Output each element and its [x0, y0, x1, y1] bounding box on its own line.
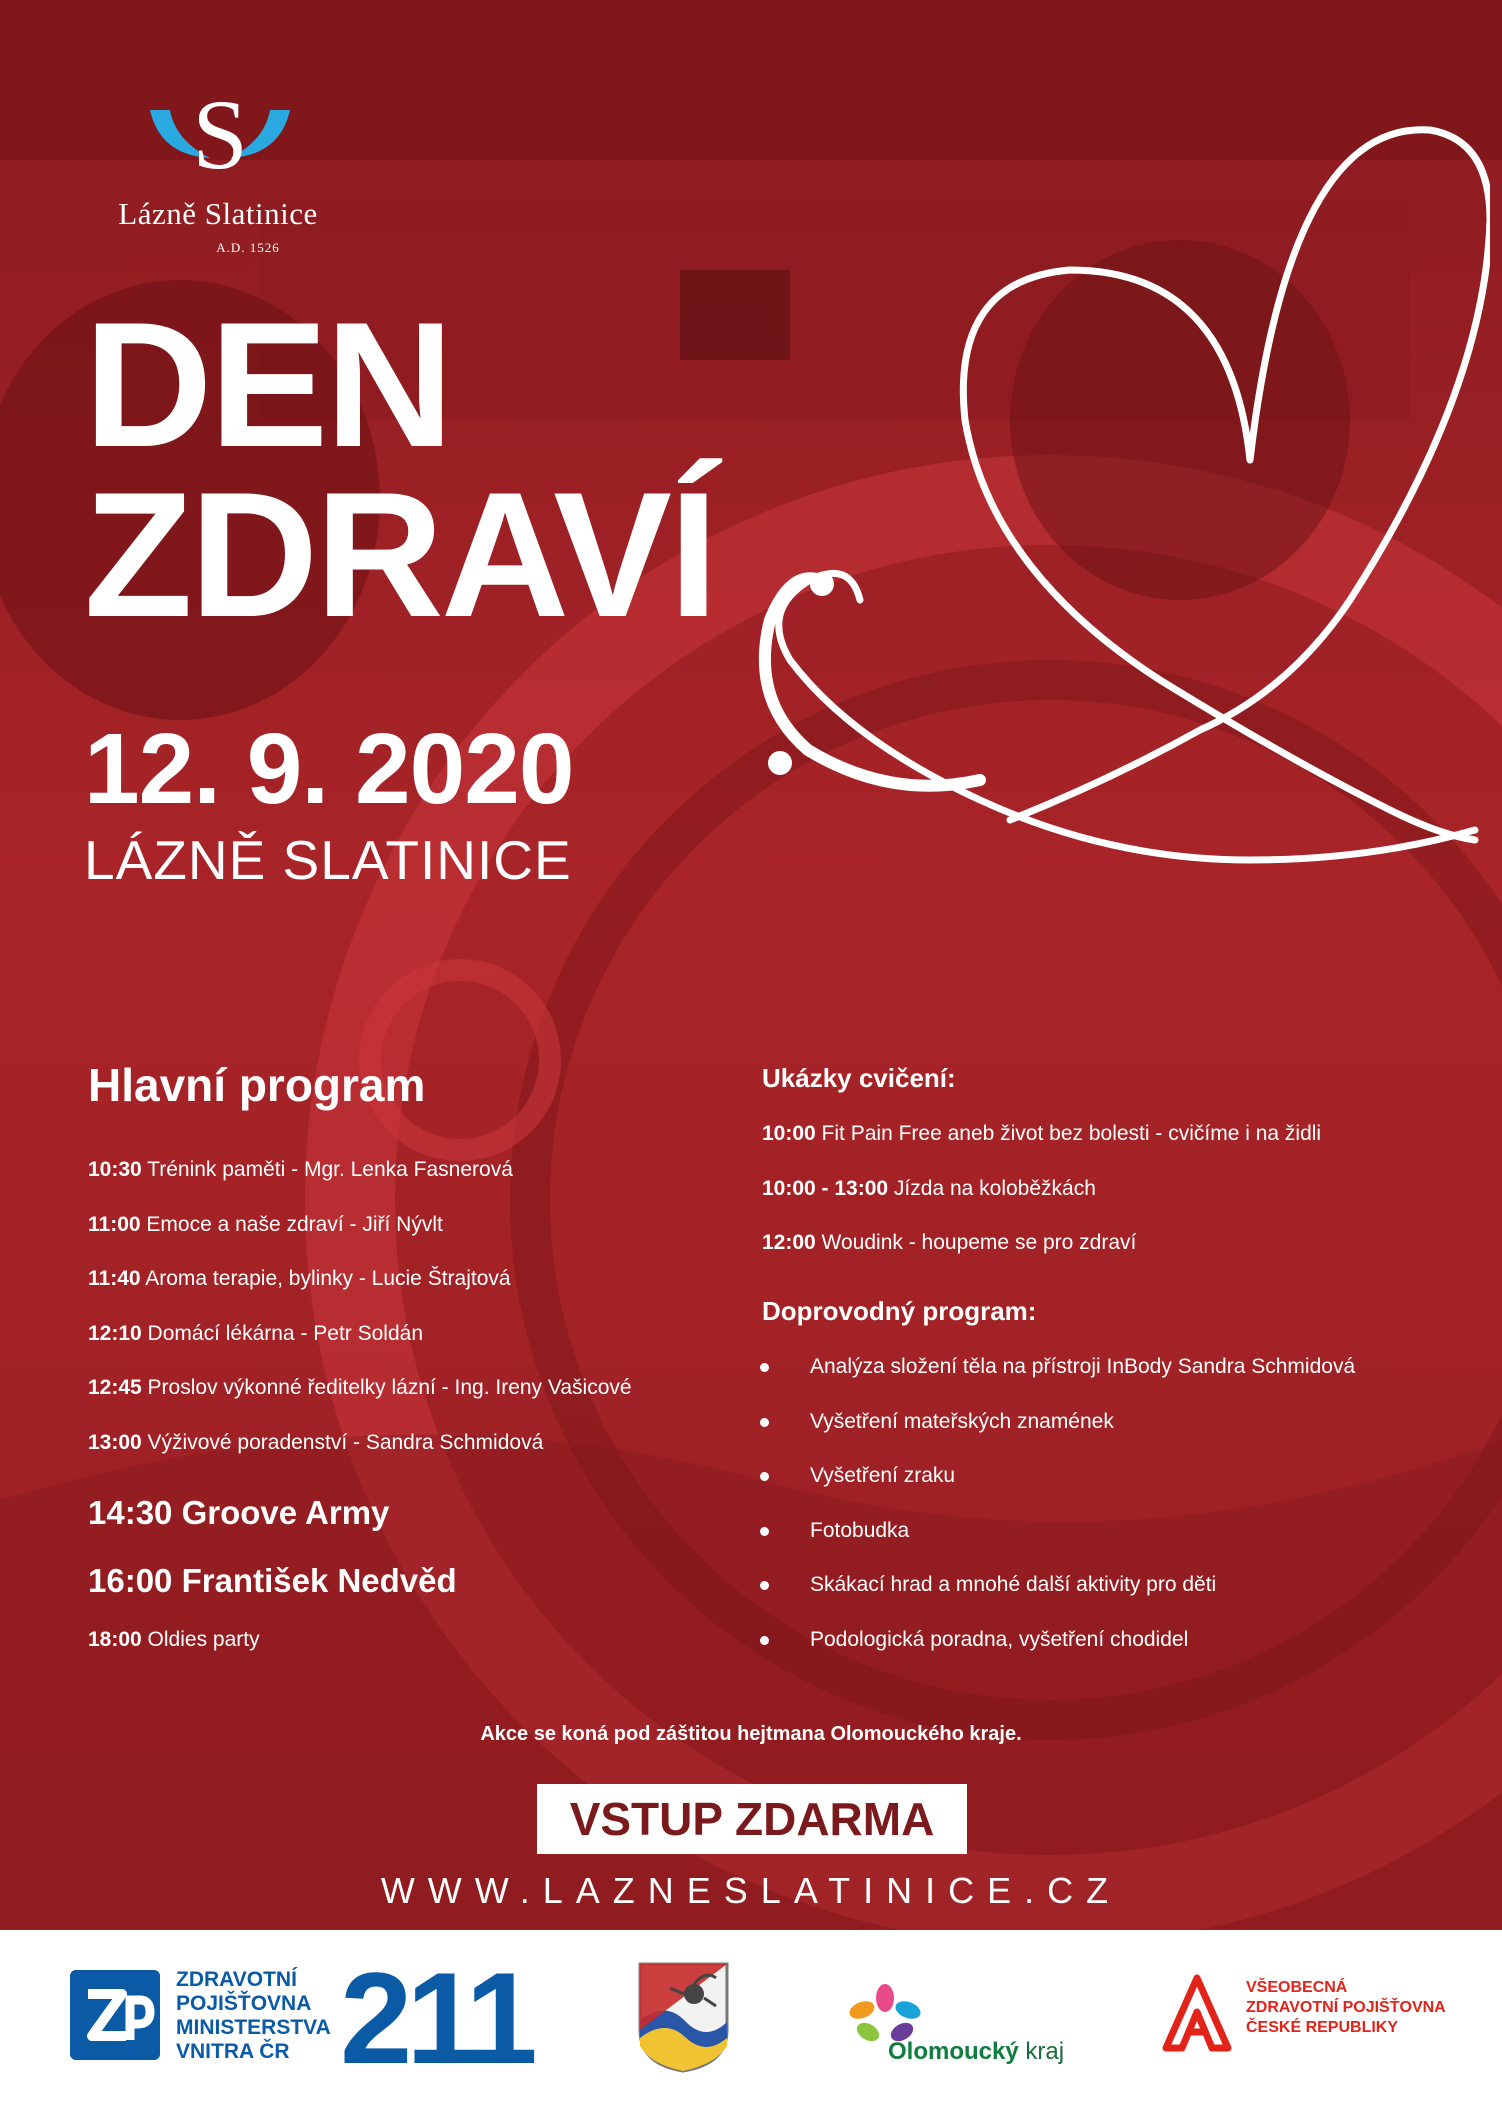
- side-program-text: Skákací hrad a mnohé další aktivity pro děti: [810, 1573, 1217, 1596]
- side-program-item: [760, 1519, 1460, 1574]
- lazne-slatinice-logo: [140, 80, 300, 180]
- vzp-logo-icon: [1162, 1974, 1232, 2052]
- exercise-text: Woudink - houpeme se pro zdraví: [815, 1231, 1137, 1254]
- program-time: 13:00: [88, 1430, 142, 1454]
- side-program-item: [760, 1410, 1460, 1465]
- event-date: 12. 9. 2020: [84, 713, 574, 825]
- program-time: 11:00: [88, 1212, 141, 1236]
- program-time: 18:00: [88, 1628, 142, 1651]
- event-venue: LÁZNĚ SLATINICE: [84, 829, 572, 891]
- bullet-icon: [760, 1363, 769, 1372]
- title-line-1: DEN: [84, 285, 451, 484]
- side-program-item: [760, 1628, 1460, 1683]
- slatinice-crest-icon: [636, 1960, 731, 2075]
- side-program-list: [760, 1355, 1460, 1682]
- program-item: [88, 1158, 728, 1213]
- program-text: Trénink paměti - Mgr. Lenka Fasnerová: [141, 1158, 513, 1181]
- patronage-note: Akce se koná pod záštitou hejtmana Olomouckého kraje.: [480, 1723, 1022, 1745]
- exercise-item: [762, 1122, 1462, 1177]
- website-link[interactable]: WWW.LAZNESLATINICE.CZ: [380, 1870, 1122, 1911]
- bullet-icon: [760, 1527, 769, 1536]
- program-text: Domácí lékárna - Petr Soldán: [141, 1321, 424, 1345]
- highlight-frantisek-nedved: 16:00 František Nedvěd: [88, 1562, 457, 1599]
- program-item: [88, 1376, 728, 1431]
- vzp-line: ZDRAVOTNÍ POJIŠŤOVNA: [1246, 1999, 1446, 2016]
- side-program-text: Fotobudka: [810, 1518, 910, 1542]
- zp-line: POJIŠŤOVNA: [176, 1992, 312, 2015]
- program-item: [88, 1267, 728, 1322]
- exercise-text: Fit Pain Free aneb život bez bolesti - cvičíme i na židli: [815, 1122, 1322, 1145]
- side-program-text: Vyšetření mateřských znamének: [810, 1409, 1114, 1433]
- zp-mv-code: 211: [340, 1945, 532, 2091]
- exercises-heading: Ukázky cvičení:: [762, 1063, 956, 1093]
- free-entry-badge: VSTUP ZDARMA: [537, 1784, 967, 1854]
- side-program-item: [760, 1573, 1460, 1628]
- program-time: 12:10: [88, 1321, 142, 1345]
- program-text: Výživové poradenství - Sandra Schmidová: [141, 1430, 544, 1454]
- bullet-icon: [760, 1472, 769, 1481]
- partner-footer: [0, 1930, 1502, 2110]
- exercises-list: [762, 1122, 1462, 1286]
- stethoscope-heart-icon: [730, 100, 1490, 920]
- program-time: 12:45: [88, 1376, 142, 1399]
- highlight-groove-army: 14:30 Groove Army: [88, 1494, 390, 1531]
- vzp-line: ČESKÉ REPUBLIKY: [1246, 2019, 1399, 2036]
- side-program-text: Vyšetření zraku: [810, 1464, 956, 1487]
- program-item: [88, 1213, 728, 1268]
- zp-line: MINISTERSTVA: [176, 2016, 331, 2039]
- vzp-name: [1246, 1978, 1446, 2038]
- title-line-2: ZDRAVÍ: [84, 455, 716, 654]
- logo-monogram: S: [192, 80, 248, 180]
- side-program-heading: Doprovodný program:: [762, 1296, 1037, 1326]
- zp-mv-logo-icon: [70, 1970, 160, 2060]
- exercise-text: Jízda na koloběžkách: [888, 1176, 1096, 1200]
- side-program-item: [760, 1355, 1460, 1410]
- main-program-heading: Hlavní program: [88, 1059, 426, 1111]
- page-title: [84, 285, 716, 654]
- program-text: Aroma terapie, bylinky - Lucie Štrajtová: [140, 1267, 511, 1290]
- side-program-text: Analýza složení těla na přístroji InBody Sandra Schmidová: [810, 1355, 1356, 1378]
- olomoucky-bold: Olomoucký: [888, 2038, 1019, 2065]
- exercise-time: 10:00 - 13:00: [762, 1176, 889, 1200]
- olomoucky-rest: kraj: [1018, 2038, 1065, 2065]
- program-text: Proslov výkonné ředitelky lázní - Ing. Ireny Vašicové: [141, 1376, 632, 1399]
- program-time: 10:30: [88, 1158, 142, 1181]
- program-time: 11:40: [88, 1267, 141, 1290]
- bullet-icon: [760, 1581, 769, 1590]
- exercise-time: 10:00: [762, 1122, 816, 1145]
- side-program-item: [760, 1464, 1460, 1519]
- olomoucky-kraj-name: [888, 2038, 1064, 2066]
- brand-year: A.D. 1526: [216, 240, 280, 255]
- program-text: Emoce a naše zdraví - Jiří Nývlt: [140, 1212, 443, 1236]
- program-item-oldies: [88, 1628, 260, 1652]
- brand-name: Lázně Slatinice: [118, 196, 318, 231]
- zp-mv-name: [176, 1968, 331, 2064]
- bullet-icon: [760, 1636, 769, 1645]
- bullet-icon: [760, 1418, 769, 1427]
- main-program-list: [88, 1158, 728, 1485]
- vzp-line: VŠEOBECNÁ: [1246, 1979, 1348, 1996]
- exercise-item: [762, 1231, 1462, 1286]
- exercise-item: [762, 1177, 1462, 1232]
- zp-line: VNITRA ČR: [176, 2040, 290, 2063]
- program-text: Oldies party: [141, 1628, 260, 1651]
- exercise-time: 12:00: [762, 1231, 816, 1254]
- program-item: [88, 1431, 728, 1486]
- side-program-text: Podologická poradna, vyšetření chodidel: [810, 1627, 1189, 1651]
- zp-line: ZDRAVOTNÍ: [176, 1968, 297, 1991]
- program-item: [88, 1322, 728, 1377]
